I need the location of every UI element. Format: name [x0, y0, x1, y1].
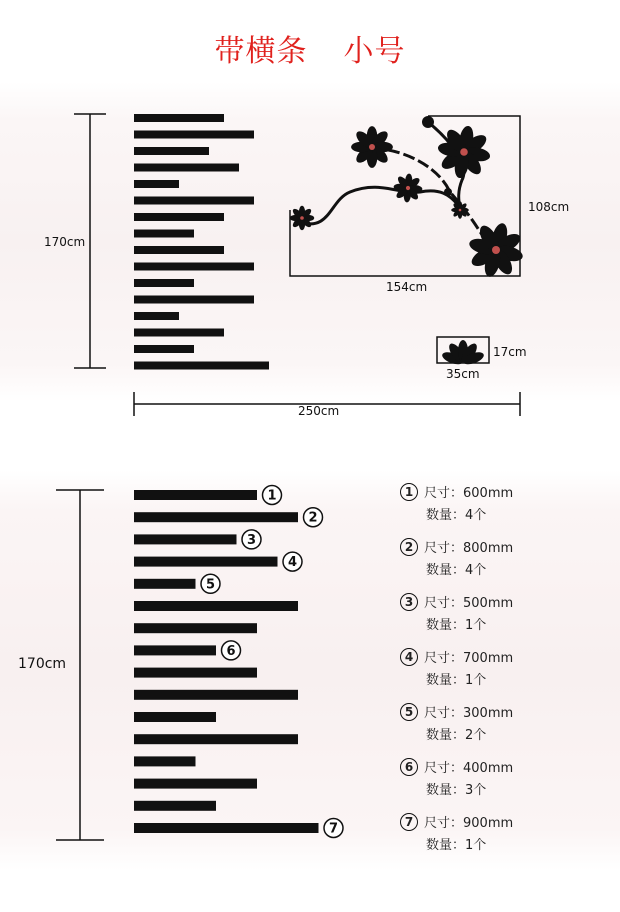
legend-number-badge: 1: [400, 483, 418, 501]
svg-text:2: 2: [308, 510, 318, 526]
legend-size-text: 尺寸：500mm: [424, 596, 514, 611]
bar-number-marker: [263, 486, 282, 505]
legend-item: [400, 812, 600, 867]
top-bar: [134, 230, 194, 238]
legend-number-badge: 5: [400, 703, 418, 721]
bar-number-marker: [304, 508, 323, 527]
small-panel: [437, 337, 489, 367]
legend-item: [400, 482, 600, 537]
svg-text:3: 3: [246, 532, 257, 548]
legend-quantity-text: 数量：1个: [426, 838, 487, 853]
legend-quantity-text: 数量：4个: [426, 508, 487, 523]
flower-decal: [393, 173, 422, 202]
legend-quantity-text: 数量：1个: [426, 618, 487, 633]
bottom-bar: [134, 534, 237, 544]
legend-quantity-text: 数量：3个: [426, 783, 487, 798]
small-panel-width-label: 35cm: [446, 367, 480, 381]
top-width-label: 250cm: [298, 404, 340, 418]
title-part-1: 带横条: [214, 34, 308, 69]
legend-size-text: 尺寸：900mm: [424, 816, 514, 831]
top-bar: [134, 263, 254, 271]
bottom-bar: [134, 690, 298, 700]
top-bar: [134, 345, 194, 353]
legend-size-text: 尺寸：400mm: [424, 761, 514, 776]
bottom-bar: [134, 801, 216, 811]
bottom-bar: [134, 645, 216, 655]
vine-bud: [422, 116, 434, 128]
legend-size-text: 尺寸：300mm: [424, 706, 514, 721]
legend-item: [400, 702, 600, 757]
vine-stem: [300, 187, 458, 224]
top-bar: [134, 312, 179, 320]
flower-panel-height-label: 108cm: [528, 200, 570, 214]
bottom-bar: [134, 557, 278, 567]
top-bar: [134, 296, 254, 304]
bottom-bar: [134, 734, 298, 744]
bottom-bars-group: [134, 486, 343, 838]
svg-text:4: 4: [287, 555, 298, 571]
top-bar: [134, 213, 224, 221]
bar-number-marker: [324, 819, 343, 838]
legend-number-badge: 2: [400, 538, 418, 556]
size-legend: [400, 482, 600, 867]
bar-number-marker: [242, 530, 261, 549]
legend-size-line: [400, 757, 513, 776]
legend-item: [400, 537, 600, 592]
legend-number-badge: 7: [400, 813, 418, 831]
top-bar: [134, 147, 209, 155]
legend-size-text: 尺寸：600mm: [424, 486, 514, 501]
top-bar: [134, 246, 224, 254]
bottom-bar: [134, 668, 257, 678]
bottom-bar: [134, 579, 196, 589]
legend-item: [400, 592, 600, 647]
title-part-2: 小号: [343, 34, 406, 69]
bottom-bar: [134, 601, 298, 611]
legend-quantity-text: 数量：4个: [426, 563, 487, 578]
flower-panel: [290, 116, 525, 278]
legend-size-line: [400, 812, 513, 831]
legend-size-text: 尺寸：700mm: [424, 651, 514, 666]
top-height-label: 170cm: [44, 235, 86, 249]
top-bar: [134, 197, 254, 205]
bar-number-marker: [283, 552, 302, 571]
legend-size-line: [400, 592, 513, 611]
flower-decal: [437, 125, 491, 179]
flower-decal: [468, 222, 525, 279]
legend-size-line: [400, 647, 513, 666]
legend-number-badge: 3: [400, 593, 418, 611]
bottom-bar: [134, 512, 298, 522]
legend-number-badge: 6: [400, 758, 418, 776]
bar-number-marker: [222, 641, 241, 660]
flower-panel-width-label: 154cm: [386, 280, 428, 294]
svg-text:1: 1: [267, 488, 277, 504]
top-bar: [134, 131, 254, 139]
legend-size-text: 尺寸：800mm: [424, 541, 514, 556]
legend-item: [400, 757, 600, 812]
legend-number-badge: 4: [400, 648, 418, 666]
top-bars-group: [134, 114, 269, 370]
legend-item: [400, 647, 600, 702]
flower-decal: [451, 201, 469, 219]
legend-quantity-text: 数量：1个: [426, 673, 487, 688]
svg-text:6: 6: [226, 643, 236, 659]
bottom-height-label: 170cm: [18, 656, 67, 672]
bottom-bar: [134, 490, 257, 500]
svg-text:5: 5: [205, 577, 216, 593]
svg-text:7: 7: [328, 821, 339, 837]
legend-size-line: [400, 537, 513, 556]
flower-decal: [290, 206, 314, 230]
bottom-bar: [134, 756, 196, 766]
bottom-bar: [134, 823, 319, 833]
top-bar: [134, 329, 224, 337]
bottom-bar: [134, 623, 257, 633]
bar-number-marker: [201, 574, 220, 593]
top-bar: [134, 180, 179, 188]
top-bar: [134, 164, 239, 172]
top-bar: [134, 362, 269, 370]
bottom-bar: [134, 712, 216, 722]
top-bar: [134, 279, 194, 287]
bottom-bar: [134, 779, 257, 789]
legend-size-line: [400, 482, 513, 501]
small-panel-height-label: 17cm: [493, 345, 527, 359]
top-bar: [134, 114, 224, 122]
flower-decal: [351, 126, 393, 168]
legend-quantity-text: 数量：2个: [426, 728, 487, 743]
legend-size-line: [400, 702, 513, 721]
vine-bud-2: [444, 188, 452, 196]
